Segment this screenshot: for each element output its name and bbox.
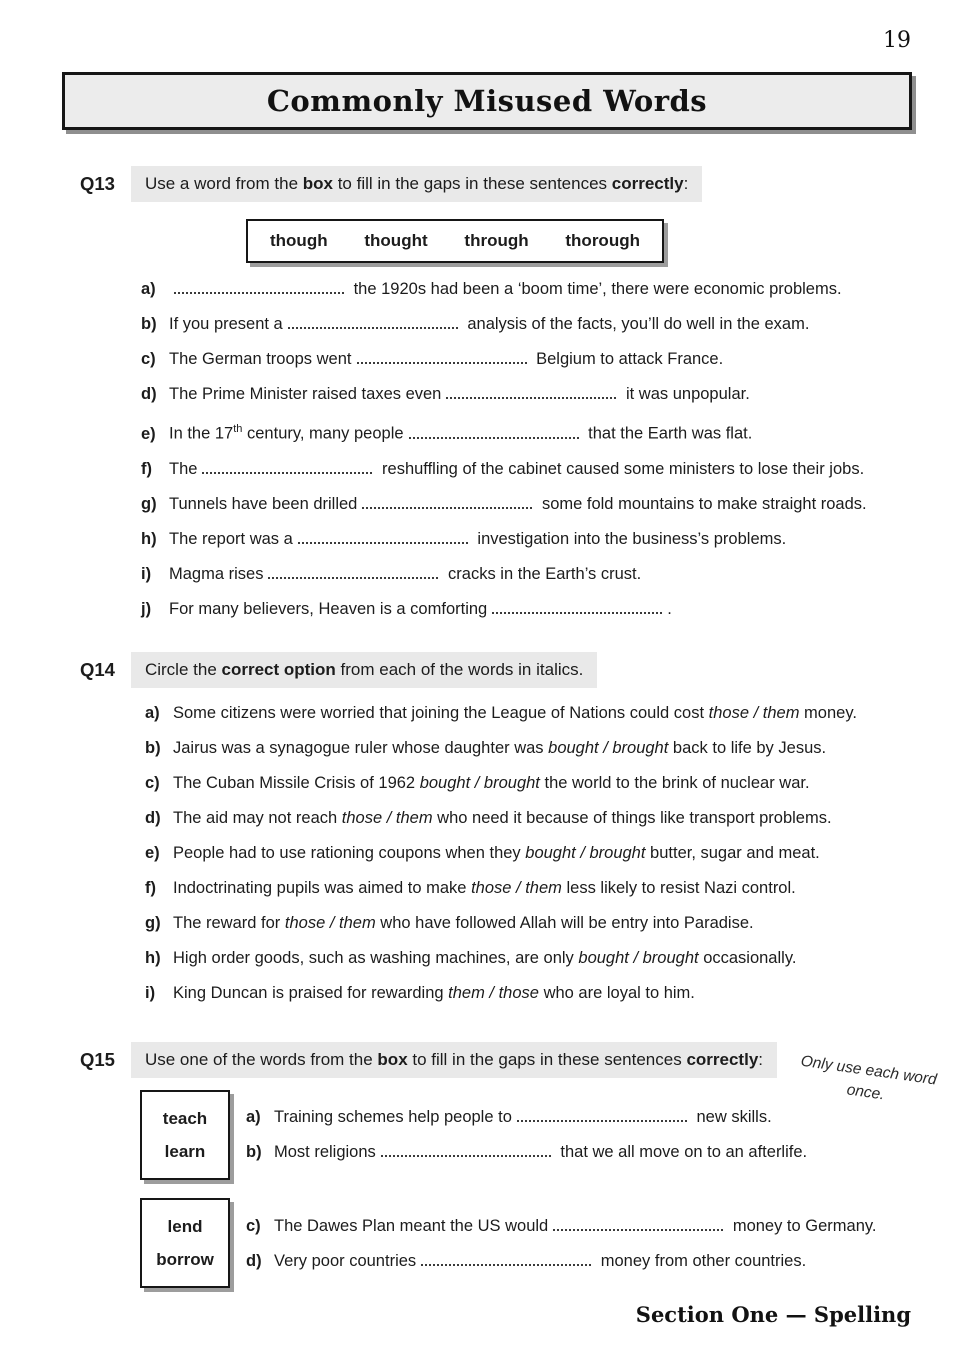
q15-items-group2 bbox=[246, 1209, 877, 1279]
italic-choice: bought / brought bbox=[548, 739, 669, 757]
item-text: The bbox=[169, 459, 198, 478]
item-text: occasionally. bbox=[703, 949, 797, 967]
item-text: Very poor countries bbox=[274, 1252, 417, 1270]
item-text: butter, sugar and meat. bbox=[650, 844, 820, 862]
item-text: Jairus was a synagogue ruler whose daughter was bbox=[173, 739, 544, 757]
q13-items bbox=[141, 272, 867, 627]
item-label: d) bbox=[145, 809, 161, 827]
item-text: who are loyal to him. bbox=[543, 984, 695, 1002]
q14-item-b bbox=[145, 731, 857, 766]
q13-item-h bbox=[141, 522, 867, 557]
item-text: Indoctrinating pupils was aimed to make bbox=[173, 879, 467, 897]
word-option: learn bbox=[164, 1141, 206, 1161]
item-text: analysis of the facts, you’ll do well in the exam. bbox=[467, 315, 810, 333]
item-label: h) bbox=[141, 529, 157, 548]
italic-choice: those / them bbox=[284, 914, 376, 932]
q15-item-d bbox=[246, 1244, 877, 1279]
q13-header bbox=[80, 166, 702, 202]
q15-instruction-bold-box: box bbox=[377, 1050, 408, 1069]
item-text: Training schemes help people to bbox=[274, 1108, 512, 1126]
q15-instruction bbox=[131, 1042, 777, 1078]
q13-item-j bbox=[141, 592, 867, 627]
word-option: borrow bbox=[156, 1249, 214, 1269]
item-text: Belgium to attack France. bbox=[536, 350, 724, 368]
q14-instruction-bold: correct option bbox=[221, 660, 336, 679]
q14-item-f bbox=[145, 871, 857, 906]
q14-instruction-text: from each of the words in italics. bbox=[335, 660, 584, 679]
item-label: a) bbox=[145, 704, 160, 722]
q15-label: Q15 bbox=[80, 1049, 115, 1070]
answer-blank bbox=[174, 280, 344, 294]
q13-word-box bbox=[246, 219, 664, 263]
item-text: Some citizens were worried that joining the League of Nations could cost bbox=[173, 704, 705, 722]
q15-instruction-text: to fill in the gaps in these sentences bbox=[407, 1050, 687, 1069]
page-title-box bbox=[62, 72, 912, 130]
answer-blank bbox=[446, 385, 616, 399]
item-text: For many believers, Heaven is a comforting bbox=[169, 599, 488, 618]
item-label: g) bbox=[141, 494, 157, 513]
word-option: through bbox=[464, 231, 529, 250]
q13-item-f bbox=[141, 452, 867, 487]
page-number: 19 bbox=[883, 28, 911, 53]
q14-item-g bbox=[145, 906, 857, 941]
q14-instruction bbox=[131, 652, 597, 688]
item-text: money from other countries. bbox=[600, 1252, 807, 1270]
superscript-th: th bbox=[233, 423, 243, 435]
q13-instruction-bold-box: box bbox=[302, 174, 333, 193]
q15-word-box-teach-learn bbox=[140, 1090, 230, 1180]
q14-item-h bbox=[145, 941, 857, 976]
q13-instruction-text: : bbox=[683, 174, 689, 193]
item-label: b) bbox=[246, 1143, 262, 1161]
q13-label: Q13 bbox=[80, 173, 115, 194]
italic-choice: bought / brought bbox=[578, 949, 699, 967]
item-text: The aid may not reach bbox=[173, 809, 338, 827]
item-text: century, many people bbox=[242, 424, 404, 443]
q13-instruction bbox=[131, 166, 702, 202]
italic-choice: those / them bbox=[708, 704, 800, 722]
item-text: . bbox=[667, 599, 672, 618]
q13-item-c bbox=[141, 342, 867, 377]
item-label: c) bbox=[141, 350, 156, 368]
item-text: The reward for bbox=[173, 914, 281, 932]
item-text: The Cuban Missile Crisis of 1962 bbox=[173, 774, 416, 792]
word-option: thorough bbox=[565, 231, 640, 250]
item-label: c) bbox=[145, 774, 160, 792]
item-text: High order goods, such as washing machines, are only bbox=[173, 949, 574, 967]
word-option: teach bbox=[162, 1108, 208, 1128]
q14-items bbox=[145, 696, 857, 1011]
item-label: b) bbox=[145, 739, 161, 757]
item-text: the 1920s had been a ‘boom time’, there were economic problems. bbox=[353, 280, 842, 298]
answer-blank bbox=[409, 425, 579, 439]
item-text: The German troops went bbox=[169, 350, 352, 368]
item-text: new skills. bbox=[696, 1108, 772, 1126]
item-label: b) bbox=[141, 315, 157, 333]
item-text: cracks in the Earth’s crust. bbox=[448, 564, 642, 583]
item-text: who need it because of things like transport problems. bbox=[437, 809, 832, 827]
item-label: j) bbox=[141, 599, 152, 618]
q15-instruction-bold-correctly: correctly bbox=[686, 1050, 759, 1069]
item-label: e) bbox=[145, 844, 160, 862]
item-text: The Prime Minister raised taxes even bbox=[169, 385, 442, 403]
q14-header bbox=[80, 652, 597, 688]
item-text: The Dawes Plan meant the US would bbox=[274, 1217, 549, 1235]
item-text: In the 17 bbox=[169, 424, 234, 443]
q14-item-e bbox=[145, 836, 857, 871]
item-text: Magma rises bbox=[169, 564, 264, 583]
item-label: e) bbox=[141, 424, 156, 443]
item-label: i) bbox=[145, 984, 156, 1002]
q13-item-a bbox=[141, 272, 867, 307]
q15-header bbox=[80, 1042, 777, 1078]
item-label: f) bbox=[141, 459, 152, 478]
item-label: a) bbox=[246, 1108, 261, 1126]
word-option: though bbox=[270, 231, 328, 250]
item-text: The report was a bbox=[169, 529, 293, 548]
item-label: d) bbox=[246, 1252, 262, 1270]
answer-blank bbox=[357, 350, 527, 364]
item-text: who have followed Allah will be entry into Paradise. bbox=[380, 914, 754, 932]
item-text: People had to use rationing coupons when they bbox=[173, 844, 521, 862]
item-label: d) bbox=[141, 385, 157, 403]
item-text: back to life by Jesus. bbox=[672, 739, 827, 757]
q13-item-d bbox=[141, 377, 867, 412]
item-text: Most religions bbox=[274, 1143, 376, 1161]
q15-word-box-lend-borrow bbox=[140, 1198, 230, 1288]
answer-blank bbox=[268, 565, 438, 579]
section-footer: Section One — Spelling bbox=[635, 1302, 911, 1327]
q15-items-group1 bbox=[246, 1100, 807, 1170]
q13-item-b bbox=[141, 307, 867, 342]
item-text: less likely to resist Nazi control. bbox=[566, 879, 796, 897]
q14-item-d bbox=[145, 801, 857, 836]
item-label: i) bbox=[141, 564, 152, 583]
answer-blank bbox=[553, 1217, 723, 1231]
answer-blank bbox=[492, 600, 662, 614]
item-text: investigation into the business’s problems. bbox=[477, 529, 787, 548]
italic-choice: them / those bbox=[448, 984, 539, 1002]
q13-item-g bbox=[141, 487, 867, 522]
q14-item-a bbox=[145, 696, 857, 731]
item-text: money. bbox=[804, 704, 857, 722]
item-text: money to Germany. bbox=[732, 1217, 877, 1235]
answer-blank bbox=[202, 460, 372, 474]
answer-blank bbox=[288, 315, 458, 329]
item-label: f) bbox=[145, 879, 156, 897]
item-text: reshuffling of the cabinet caused some ministers to lose their jobs. bbox=[382, 459, 865, 478]
q15-item-a bbox=[246, 1100, 807, 1135]
q13-instruction-text: to fill in the gaps in these sentences bbox=[332, 174, 612, 193]
item-label: c) bbox=[246, 1217, 261, 1235]
item-text: it was unpopular. bbox=[625, 385, 750, 403]
item-text: that the Earth was flat. bbox=[588, 424, 753, 443]
q13-item-i bbox=[141, 557, 867, 592]
q13-instruction-text: Use a word from the bbox=[144, 174, 303, 193]
q15-item-b bbox=[246, 1135, 807, 1170]
item-label: h) bbox=[145, 949, 161, 967]
q14-item-i bbox=[145, 976, 857, 1011]
q13-item-e bbox=[141, 412, 867, 452]
q14-label: Q14 bbox=[80, 659, 115, 680]
q14-instruction-text: Circle the bbox=[144, 660, 222, 679]
q14-item-c bbox=[145, 766, 857, 801]
item-text: the world to the brink of nuclear war. bbox=[544, 774, 810, 792]
item-text: King Duncan is praised for rewarding bbox=[173, 984, 444, 1002]
answer-blank bbox=[517, 1108, 687, 1122]
item-label: g) bbox=[145, 914, 161, 932]
q15-instruction-text: : bbox=[758, 1050, 764, 1069]
q15-item-c bbox=[246, 1209, 877, 1244]
italic-choice: those / them bbox=[341, 809, 433, 827]
italic-choice: bought / brought bbox=[419, 774, 540, 792]
item-text: some fold mountains to make straight roads. bbox=[541, 494, 867, 513]
item-text: Tunnels have been drilled bbox=[169, 494, 358, 513]
q15-instruction-text: Use one of the words from the bbox=[144, 1050, 378, 1069]
italic-choice: those / them bbox=[471, 879, 562, 897]
item-text: that we all move on to an afterlife. bbox=[560, 1143, 808, 1161]
handwritten-note: Only use each word once. bbox=[799, 1052, 938, 1104]
item-label: a) bbox=[141, 280, 156, 298]
italic-choice: bought / brought bbox=[525, 844, 646, 862]
item-text: If you present a bbox=[169, 315, 283, 333]
word-option: thought bbox=[364, 231, 428, 250]
q13-instruction-bold-correctly: correctly bbox=[611, 174, 684, 193]
word-option: lend bbox=[167, 1216, 203, 1236]
page-title: Commonly Misused Words bbox=[266, 84, 708, 118]
answer-blank bbox=[381, 1143, 551, 1157]
answer-blank bbox=[362, 495, 532, 509]
answer-blank bbox=[298, 530, 468, 544]
answer-blank bbox=[421, 1252, 591, 1266]
